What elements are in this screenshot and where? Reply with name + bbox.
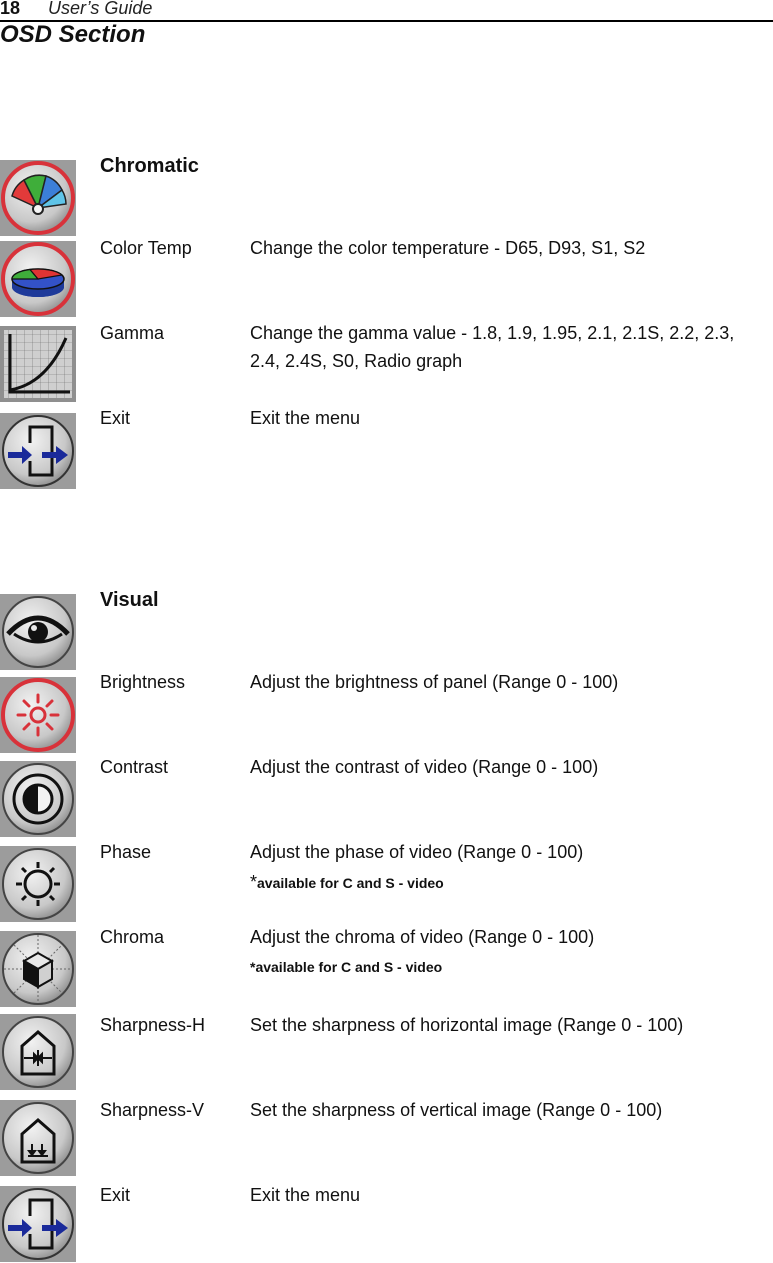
visual-title: Visual: [100, 589, 159, 611]
visual-icon: [0, 594, 76, 670]
phase-note-asterisk: *: [250, 872, 258, 892]
guide-title: User’s Guide: [48, 0, 153, 18]
gamma-icon: [0, 326, 76, 402]
exit-icon: [0, 1186, 76, 1262]
phase-icon: [0, 846, 76, 922]
sharpness-h-label: Sharpness-H: [100, 1015, 206, 1035]
phase-label: Phase: [100, 842, 152, 862]
page-number: 18: [0, 0, 21, 18]
exit-description: Exit the menu: [250, 408, 361, 428]
exit-label: Exit: [100, 408, 131, 428]
exit-icon: [0, 413, 76, 489]
chroma-note: *available for C and S - video: [250, 959, 443, 975]
phase-description: Adjust the phase of video (Range 0 - 100): [250, 842, 584, 862]
exit-description: Exit the menu: [250, 1185, 361, 1205]
color-temp-label: Color Temp: [100, 238, 192, 258]
sharpness-v-label: Sharpness-V: [100, 1100, 205, 1120]
contrast-description: Adjust the contrast of video (Range 0 - 100): [250, 757, 599, 777]
brightness-icon: [0, 677, 76, 753]
sharpness-h-icon: [0, 1014, 76, 1090]
chroma-icon: [0, 931, 76, 1007]
page-header: [0, 0, 773, 22]
chroma-label: Chroma: [100, 927, 165, 947]
brightness-label: Brightness: [100, 672, 186, 692]
gamma-label: Gamma: [100, 323, 165, 343]
brightness-description: Adjust the brightness of panel (Range 0 - 100): [250, 672, 619, 692]
section-title: OSD Section: [0, 21, 146, 48]
chromatic-icon: [0, 160, 76, 236]
chroma-description: Adjust the chroma of video (Range 0 - 100): [250, 927, 595, 947]
chromatic-title: Chromatic: [100, 155, 199, 177]
gamma-description: Change the gamma value - 1.8, 1.9, 1.95, 2.1, 2.1S, 2.2, 2.3, 2.4, 2.4S, S0, Radio graph: [250, 323, 735, 371]
phase-note: [250, 872, 444, 893]
exit-label: Exit: [100, 1185, 131, 1205]
contrast-icon: [0, 761, 76, 837]
contrast-label: Contrast: [100, 757, 169, 777]
sharpness-v-icon: [0, 1100, 76, 1176]
color-temp-icon: [0, 241, 76, 317]
sharpness-h-description: Set the sharpness of horizontal image (Range 0 - 100): [250, 1015, 684, 1035]
phase-note-text: available for C and S - video: [257, 875, 444, 891]
sharpness-v-description: Set the sharpness of vertical image (Range 0 - 100): [250, 1100, 663, 1120]
color-temp-description: Change the color temperature - D65, D93, S1, S2: [250, 238, 646, 258]
